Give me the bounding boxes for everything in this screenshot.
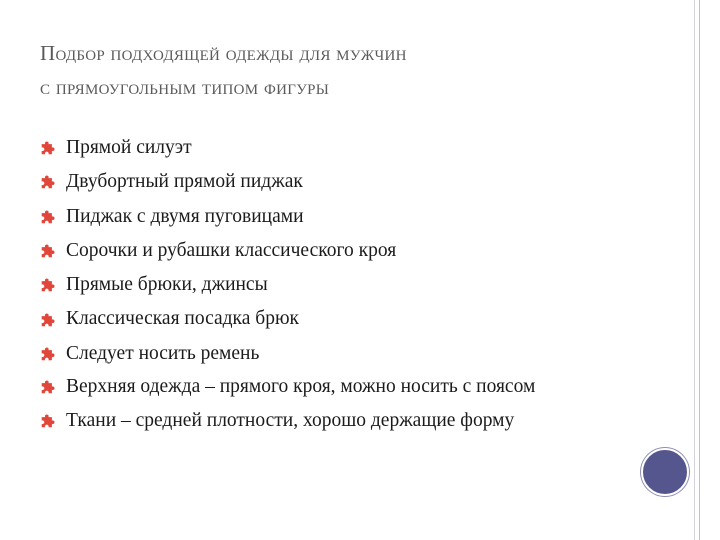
- frame-line-inner: [699, 0, 700, 540]
- bullet-item: [40, 371, 640, 405]
- bullet-item: [40, 234, 640, 268]
- puzzle-piece-icon: [40, 139, 57, 156]
- bullet-item: [40, 200, 640, 234]
- puzzle-piece-icon: [40, 378, 57, 395]
- bullet-text: Верхняя одежда – прямого кроя, можно носить с поясом: [66, 376, 536, 398]
- bullet-list: [40, 131, 640, 439]
- slide-title: [40, 36, 680, 104]
- decorative-circle: [641, 448, 689, 496]
- puzzle-piece-icon: [40, 242, 57, 259]
- title-line-2: с прямоугольным типом фигуры: [40, 75, 330, 99]
- title-line-1: Подбор подходящей одежды для мужчин: [40, 41, 407, 65]
- bullet-item: [40, 131, 640, 165]
- bullet-item: [40, 165, 640, 199]
- bullet-text: Ткани – средней плотности, хорошо держащие форму: [66, 410, 515, 432]
- puzzle-piece-icon: [40, 412, 57, 429]
- puzzle-piece-icon: [40, 345, 57, 362]
- bullet-text: Классическая посадка брюк: [66, 308, 299, 330]
- bullet-text: Сорочки и рубашки классического кроя: [66, 239, 397, 261]
- bullet-text: Прямые брюки, джинсы: [66, 274, 268, 296]
- bullet-text: Прямой силуэт: [66, 137, 192, 158]
- bullet-item: [40, 405, 640, 439]
- bullet-text: Двубортный прямой пиджак: [66, 171, 303, 193]
- puzzle-piece-icon: [40, 276, 57, 293]
- bullet-item: [40, 268, 640, 302]
- puzzle-piece-icon: [40, 208, 57, 225]
- frame-line-outer: [694, 0, 695, 540]
- puzzle-piece-icon: [40, 173, 57, 190]
- bullet-item: [40, 337, 640, 371]
- bullet-item: [40, 302, 640, 336]
- bullet-text: Пиджак с двумя пуговицами: [66, 205, 304, 227]
- puzzle-piece-icon: [40, 311, 57, 328]
- bullet-text: Следует носить ремень: [66, 342, 260, 364]
